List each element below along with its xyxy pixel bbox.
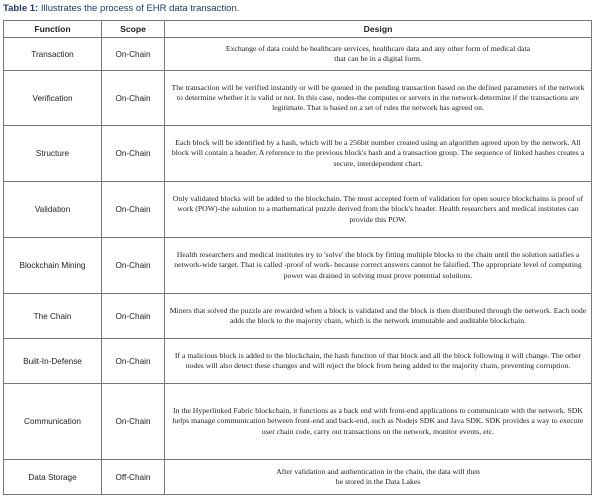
caption-text: Illustrates the process of EHR data transaction.: [38, 3, 240, 14]
function-cell: Transaction: [4, 38, 102, 71]
function-cell: Built-In-Defense: [4, 339, 102, 384]
scope-cell: On-Chain: [102, 71, 165, 126]
table-row: [4, 182, 592, 238]
table-row: [4, 126, 592, 182]
design-cell: Each block will be identified by a hash, which will be a 256bit number created using an algorithm agreed upon by the network. All block will contain a header. A reference to the previous block's hash and a transaction group. The sequence of linked hashes creates a secure, interdependent chart.: [165, 126, 592, 182]
design-cell: The transaction will be verified instantly or will be queued in the pending transaction based on the defined parameters of the network to determine whether it is valid or not. In this case, nodes-the computes or servers in the network-determine if the transactions are legitimate. That is based on a set of rules the network has agreed on.: [165, 71, 592, 126]
table-row: [4, 339, 592, 384]
scope-cell: On-Chain: [102, 182, 165, 238]
design-cell: In the Hyperlinked Fabric blockchain, it functions as a back end with front-end applications to communicate with the network. SDK helps manage communication between front-end and back-end, such as Nodejs SDK and Java SDK. SDK provides a way to execute user chain code, carry out transactions on the network, monitor events, etc.: [165, 384, 592, 460]
function-cell: Verification: [4, 71, 102, 126]
ehr-transaction-table: [3, 20, 592, 495]
function-cell: Data Storage: [4, 460, 102, 495]
table-row: [4, 238, 592, 294]
scope-cell: On-Chain: [102, 38, 165, 71]
design-cell: Only validated blocks will be added to the blockchain. The most accepted form of validation for open source blockchains is proof of work (POW)-the solution to a mathematical puzzle derived from the block's header. Health researchers and medical institutes can provide this POW.: [165, 182, 592, 238]
table-row: [4, 38, 592, 71]
caption-label: Table 1:: [3, 3, 39, 14]
function-cell: The Chain: [4, 294, 102, 339]
header-scope: Scope: [102, 21, 165, 38]
scope-cell: Off-Chain: [102, 460, 165, 495]
scope-cell: On-Chain: [102, 238, 165, 294]
design-cell: Miners that solved the puzzle are rewarded when a block is validated and the block is then distributed through the network. Each node adds the block to the majority chain, which is the network immutable and auditable blockchain.: [165, 294, 592, 339]
scope-cell: On-Chain: [102, 294, 165, 339]
scope-cell: On-Chain: [102, 126, 165, 182]
function-cell: Structure: [4, 126, 102, 182]
design-cell: If a malicious block is added to the blockchain, the hash function of that block and all the block following it will change. The other nodes will also detect these changes and will reject the block from being added to the majority chain, preventing corruption.: [165, 339, 592, 384]
design-cell: Exchange of data could be healthcare services, healthcare data and any other form of medical data that can be in a digital form.: [165, 38, 592, 71]
table-row: [4, 71, 592, 126]
function-cell: Communication: [4, 384, 102, 460]
scope-cell: On-Chain: [102, 339, 165, 384]
header-function: Function: [4, 21, 102, 38]
table-row: [4, 384, 592, 460]
header-design: Design: [165, 21, 592, 38]
scope-cell: On-Chain: [102, 384, 165, 460]
header-row: [4, 21, 592, 38]
design-cell: Health researchers and medical institutes try to 'solve' the block by fitting multiple blocks to the chain until the solution satisfies a network-wide target. That is called -proof of work- because correct answers cannot be falsified. The appropriate level of computing power was drained in solving must prove potential solutions.: [165, 238, 592, 294]
table-row: [4, 294, 592, 339]
function-cell: Blockchain Mining: [4, 238, 102, 294]
design-cell: After validation and authentication in the chain, the data will then be stored in the Data Lakes: [165, 460, 592, 495]
table-row: [4, 460, 592, 495]
table-caption: [3, 3, 239, 14]
function-cell: Validation: [4, 182, 102, 238]
